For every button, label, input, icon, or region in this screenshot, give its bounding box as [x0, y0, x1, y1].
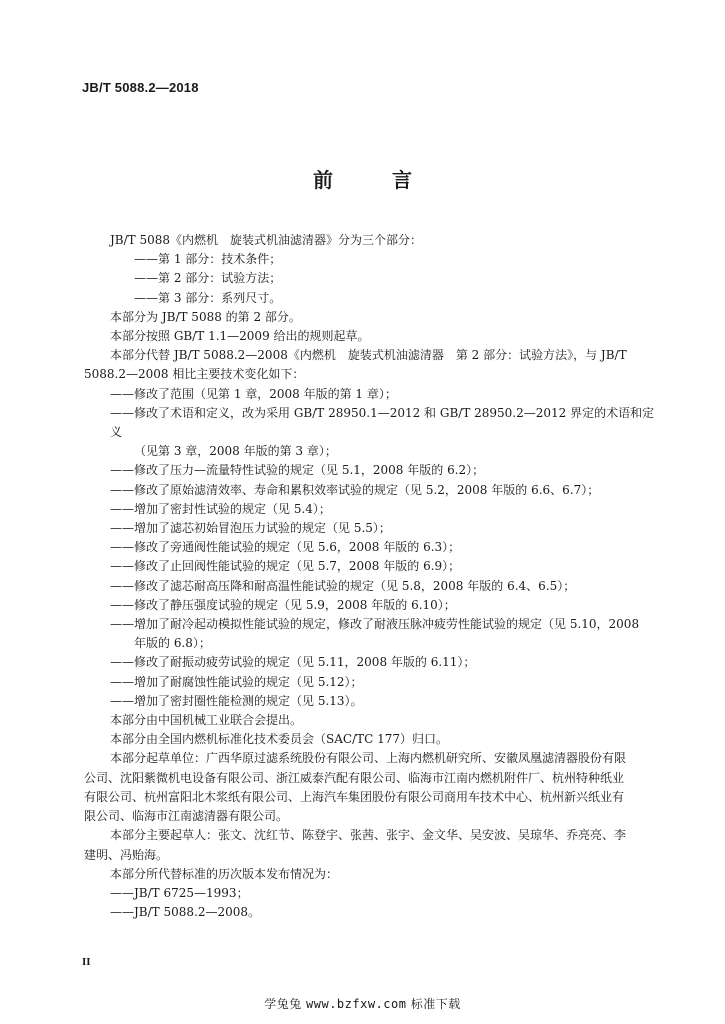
drafting-units: 本部分起草单位：广西华原过滤系统股份有限公司、上海内燃机研究所、安徽凤凰滤清器股份有限 — [110, 751, 627, 766]
change-item: ——增加了耐冷起动模拟性能试验的规定，修改了耐液压脉冲疲劳性能试验的规定（见 5.10，2008 — [110, 617, 640, 632]
part-item: ——第 3 部分：系列尺寸。 — [134, 290, 282, 305]
part-item: ——第 1 部分：技术条件； — [134, 252, 282, 267]
change-item: ——修改了耐振动疲劳试验的规定（见 5.11，2008 年版的 6.11）； — [110, 655, 476, 670]
footer-site-name: 学兔兔 — [264, 997, 302, 1011]
drafters-cont: 建明、冯贻海。 — [84, 847, 169, 862]
intro-paragraph: JB/T 5088《内燃机 旋装式机油滤清器》分为三个部分： — [110, 233, 423, 247]
history-item: ——JB/T 6725—1993； — [110, 885, 249, 900]
history-item: ——JB/T 5088.2—2008。 — [110, 905, 261, 920]
replacement-statement-cont: 5088.2—2008 相比主要技术变化如下： — [84, 367, 305, 382]
change-item: ——增加了密封性试验的规定（见 5.4）； — [110, 501, 331, 516]
footer-label: 标准下载 — [410, 997, 461, 1011]
replacement-statement: 本部分代替 JB/T 5088.2—2008《内燃机 旋装式机油滤清器 第 2 部分：试验方法》，与 JB/T — [110, 348, 627, 363]
change-item: ——修改了止回阀性能试验的规定（见 5.7，2008 年版的 6.9）； — [110, 559, 461, 574]
drafting-units-cont: 限公司、临海市江南滤清器有限公司。 — [84, 809, 289, 824]
change-item-cont: （见第 3 章，2008 年版的第 3 章）； — [134, 444, 337, 459]
drafting-rule: 本部分按照 GB/T 1.1—2009 给出的规则起草。 — [110, 329, 370, 344]
change-item: ——修改了压力—流量特性试验的规定（见 5.1，2008 年版的 6.2）； — [110, 463, 485, 478]
page-title: 前 言 — [313, 168, 438, 192]
change-item: ——增加了耐腐蚀性能试验的规定（见 5.12）； — [110, 674, 363, 689]
drafting-units-cont: 有限公司、杭州富阳北木浆纸有限公司、上海汽车集团股份有限公司商用车技术中心、杭州新兴纸业有 — [84, 789, 625, 804]
change-item: ——修改了术语和定义，改为采用 GB/T 28950.1—2012 和 GB/T 28950.2—2012 界定的术语和定义 — [110, 405, 655, 440]
change-item-cont: 年版的 6.8）； — [134, 636, 211, 651]
drafters: 本部分主要起草人：张文、沈红节、陈登宇、张茜、张宇、金文华、吴安波、吴琼华、乔亮亮、李 — [110, 828, 627, 843]
proposer-statement: 本部分由中国机械工业联合会提出。 — [110, 713, 303, 728]
history-heading: 本部分所代替标准的历次版本发布情况为： — [110, 866, 339, 881]
change-item: ——修改了滤芯耐高压降和耐高温性能试验的规定（见 5.8，2008 年版的 6.4、6.5）； — [110, 578, 576, 593]
standard-code: JB/T 5088.2—2018 — [82, 80, 199, 95]
page-number: II — [82, 956, 91, 968]
change-item: ——修改了范围（见第 1 章，2008 年版的第 1 章）； — [110, 386, 397, 401]
footer-url[interactable]: www.bzfxw.com — [306, 997, 407, 1011]
change-item: ——修改了原始滤清效率、寿命和累积效率试验的规定（见 5.2，2008 年版的 6.6、6.7）； — [110, 482, 600, 497]
change-item: ——增加了滤芯初始冒泡压力试验的规定（见 5.5）； — [110, 521, 391, 536]
footer-watermark — [0, 995, 725, 1012]
part-statement: 本部分为 JB/T 5088 的第 2 部分。 — [110, 309, 301, 324]
change-item: ——修改了静压强度试验的规定（见 5.9，2008 年版的 6.10）； — [110, 597, 456, 612]
change-item: ——修改了旁通阀性能试验的规定（见 5.6，2008 年版的 6.3）； — [110, 540, 461, 555]
committee-statement: 本部分由全国内燃机标准化技术委员会（SAC/TC 177）归口。 — [110, 732, 449, 747]
drafting-units-cont: 公司、沈阳紫微机电设备有限公司、浙江威泰汽配有限公司、临海市江南内燃机附件厂、杭州特种纸业 — [84, 770, 625, 785]
part-item: ——第 2 部分：试验方法； — [134, 271, 282, 286]
foreword-body — [84, 231, 655, 922]
change-item: ——增加了密封圈性能检测的规定（见 5.13）。 — [110, 693, 363, 708]
